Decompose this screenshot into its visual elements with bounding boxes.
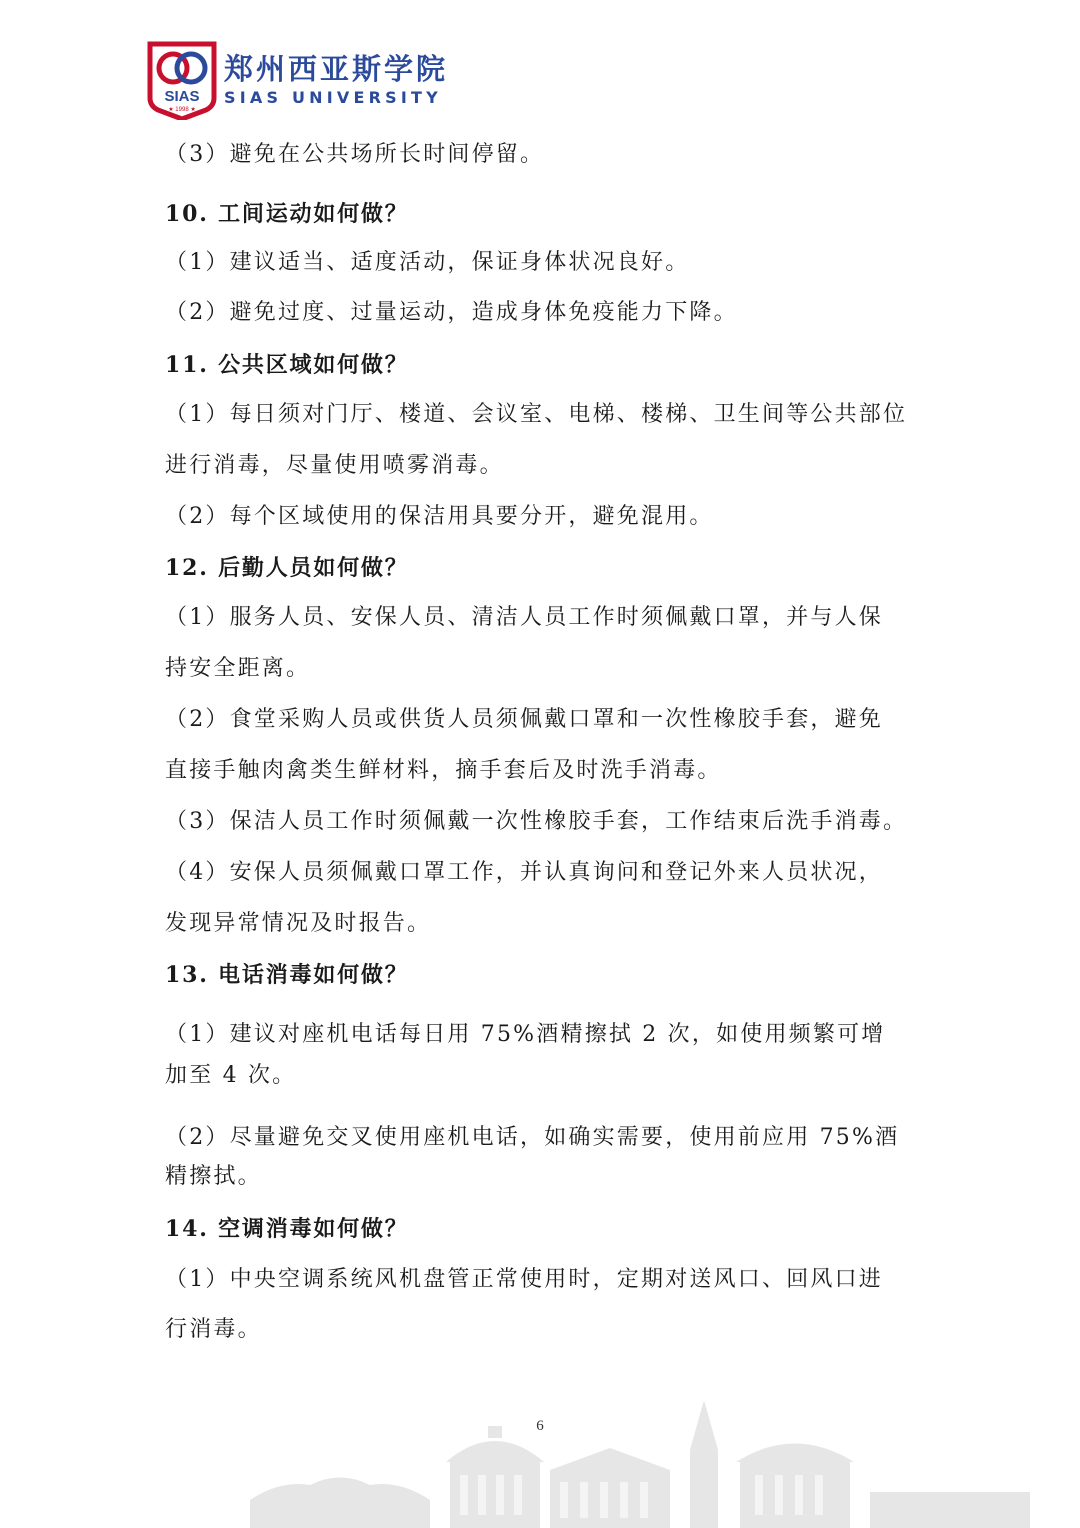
body-line: （2）避免过度、过量运动，造成身体免疫能力下降。 xyxy=(165,300,738,325)
school-name-en: SIAS UNIVERSITY xyxy=(224,88,442,107)
body-line: 进行消毒，尽量使用喷雾消毒。 xyxy=(165,453,504,478)
body-line: （1）服务人员、安保人员、清洁人员工作时须佩戴口罩，并与人保 xyxy=(165,605,883,630)
campus-skyline-watermark-icon xyxy=(250,1400,1030,1528)
body-line: 发现异常情况及时报告。 xyxy=(165,911,432,936)
section-heading: 12. 后勤人员如何做？ xyxy=(165,555,409,581)
sias-logo-icon xyxy=(146,40,218,120)
body-line: （1）中央空调系统风机盘管正常使用时，定期对送风口、回风口进 xyxy=(165,1267,883,1292)
logo-sias-text: SIAS xyxy=(164,88,200,105)
logo-year-text: ★ 1998 ★ xyxy=(168,107,196,113)
document-header xyxy=(146,40,448,120)
section-heading: 14. 空调消毒如何做？ xyxy=(165,1216,409,1242)
body-line: （2）尽量避免交叉使用座机电话，如确实需要，使用前应用 75%酒 xyxy=(165,1125,900,1150)
section-heading: 13. 电话消毒如何做？ xyxy=(165,962,409,988)
body-line: （4）安保人员须佩戴口罩工作，并认真询问和登记外来人员状况， xyxy=(165,860,883,885)
section-heading: 11. 公共区域如何做？ xyxy=(165,352,409,378)
body-line: （2）食堂采购人员或供货人员须佩戴口罩和一次性橡胶手套，避免 xyxy=(165,707,883,732)
body-line: （1）每日须对门厅、楼道、会议室、电梯、楼梯、卫生间等公共部位 xyxy=(165,402,908,427)
body-line: 加至 4 次。 xyxy=(165,1063,297,1088)
body-line: 行消毒。 xyxy=(165,1317,262,1342)
section-heading: 10. 工间运动如何做？ xyxy=(165,201,409,227)
body-line: 精擦拭。 xyxy=(165,1164,262,1189)
page-number: 6 xyxy=(536,1418,544,1434)
body-line: （3）避免在公共场所长时间停留。 xyxy=(165,142,545,167)
body-line: 直接手触肉禽类生鲜材料，摘手套后及时洗手消毒。 xyxy=(165,758,722,783)
body-line: 持安全距离。 xyxy=(165,656,311,681)
body-line: （1）建议对座机电话每日用 75%酒精擦拭 2 次，如使用频繁可增 xyxy=(165,1022,886,1047)
body-line: （3）保洁人员工作时须佩戴一次性橡胶手套，工作结束后洗手消毒。 xyxy=(165,809,908,834)
school-name-cn: 郑州西亚斯学院 xyxy=(224,52,449,86)
body-line: （2）每个区域使用的保洁用具要分开，避免混用。 xyxy=(165,504,714,529)
body-line: （1）建议适当、适度活动，保证身体状况良好。 xyxy=(165,250,690,275)
